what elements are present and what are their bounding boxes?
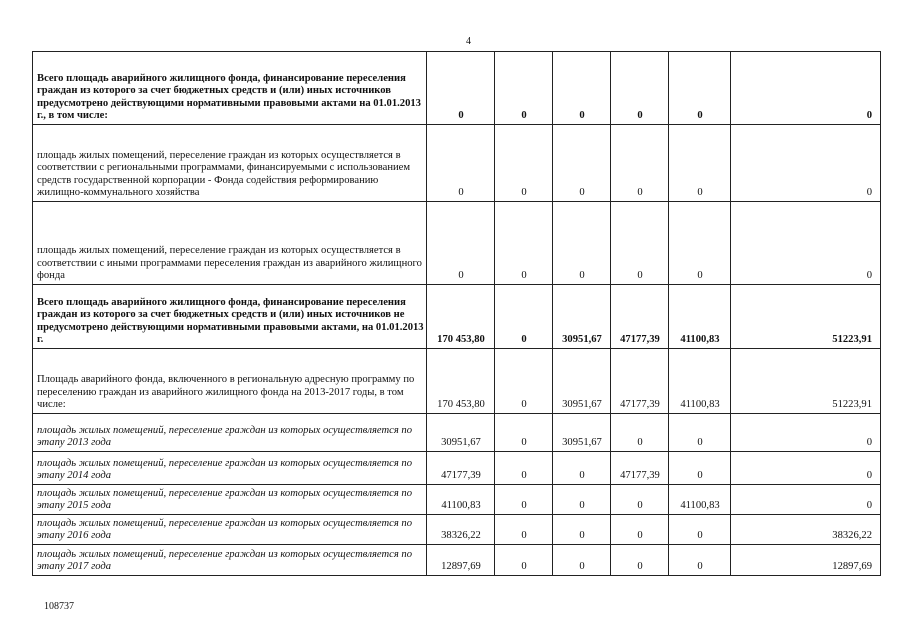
value-cell: 0 xyxy=(731,452,881,485)
value-cell: 0 xyxy=(495,414,553,452)
value-cell: 38326,22 xyxy=(731,515,881,545)
value-cell: 0 xyxy=(611,52,669,125)
value-cell: 0 xyxy=(553,125,611,202)
value-cell: 0 xyxy=(553,52,611,125)
value-cell: 0 xyxy=(669,125,731,202)
row-label: площадь жилых помещений, переселение граждан из которых осуществляется по этапу 2017 года xyxy=(33,545,427,576)
value-cell: 0 xyxy=(731,202,881,285)
page-number: 4 xyxy=(466,36,471,47)
value-cell: 0 xyxy=(669,452,731,485)
value-cell: 0 xyxy=(427,52,495,125)
value-cell: 47177,39 xyxy=(611,452,669,485)
value-cell: 51223,91 xyxy=(731,285,881,349)
value-cell: 0 xyxy=(495,485,553,515)
value-cell: 0 xyxy=(669,545,731,576)
table-row xyxy=(33,285,881,349)
row-label: Всего площадь аварийного жилищного фонда, финансирование переселения граждан из которого за счет бюджетных средств и (или) иных источников не предусмотрено действующими нормативными правовыми актами, на 01.01.2013 г. xyxy=(33,285,427,349)
value-cell: 0 xyxy=(553,485,611,515)
value-cell: 0 xyxy=(553,515,611,545)
document-id: 108737 xyxy=(44,601,74,612)
value-cell: 0 xyxy=(495,349,553,414)
value-cell: 0 xyxy=(611,545,669,576)
value-cell: 47177,39 xyxy=(427,452,495,485)
row-label: площадь жилых помещений, переселение граждан из которых осуществляется по этапу 2013 года xyxy=(33,414,427,452)
value-cell: 41100,83 xyxy=(669,485,731,515)
value-cell: 30951,67 xyxy=(553,349,611,414)
value-cell: 41100,83 xyxy=(669,285,731,349)
value-cell: 0 xyxy=(669,515,731,545)
value-cell: 0 xyxy=(495,452,553,485)
value-cell: 170 453,80 xyxy=(427,285,495,349)
table-row xyxy=(33,485,881,515)
row-label: площадь жилых помещений, переселение граждан из которых осуществляется по этапу 2015 года xyxy=(33,485,427,515)
housing-area-table xyxy=(32,51,881,576)
value-cell: 0 xyxy=(495,545,553,576)
value-cell: 41100,83 xyxy=(427,485,495,515)
table-row xyxy=(33,202,881,285)
value-cell: 0 xyxy=(427,202,495,285)
value-cell: 41100,83 xyxy=(669,349,731,414)
table-row xyxy=(33,349,881,414)
value-cell: 0 xyxy=(495,125,553,202)
value-cell: 38326,22 xyxy=(427,515,495,545)
value-cell: 30951,67 xyxy=(553,285,611,349)
value-cell: 0 xyxy=(611,414,669,452)
value-cell: 0 xyxy=(495,285,553,349)
table-row xyxy=(33,125,881,202)
table-row xyxy=(33,52,881,125)
value-cell: 12897,69 xyxy=(427,545,495,576)
table-row xyxy=(33,515,881,545)
value-cell: 0 xyxy=(731,52,881,125)
value-cell: 0 xyxy=(553,452,611,485)
value-cell: 0 xyxy=(611,202,669,285)
table-row xyxy=(33,414,881,452)
value-cell: 0 xyxy=(731,125,881,202)
value-cell: 0 xyxy=(731,485,881,515)
value-cell: 30951,67 xyxy=(427,414,495,452)
table-row xyxy=(33,452,881,485)
value-cell: 170 453,80 xyxy=(427,349,495,414)
row-label: площадь жилых помещений, переселение граждан из которых осуществляется в соответствии с региональными программами, финансируемыми с использованием средств государственной корпорации - Фонда содействия реформированию жилищно-коммунального хозяйства xyxy=(33,125,427,202)
value-cell: 30951,67 xyxy=(553,414,611,452)
value-cell: 47177,39 xyxy=(611,285,669,349)
value-cell: 0 xyxy=(611,515,669,545)
value-cell: 0 xyxy=(427,125,495,202)
value-cell: 0 xyxy=(553,202,611,285)
value-cell: 0 xyxy=(495,202,553,285)
table-row xyxy=(33,545,881,576)
value-cell: 0 xyxy=(669,414,731,452)
value-cell: 0 xyxy=(553,545,611,576)
value-cell: 51223,91 xyxy=(731,349,881,414)
value-cell: 0 xyxy=(495,52,553,125)
value-cell: 0 xyxy=(495,515,553,545)
value-cell: 0 xyxy=(611,485,669,515)
row-label: площадь жилых помещений, переселение граждан из которых осуществляется по этапу 2016 года xyxy=(33,515,427,545)
row-label: площадь жилых помещений, переселение граждан из которых осуществляется по этапу 2014 года xyxy=(33,452,427,485)
value-cell: 0 xyxy=(731,414,881,452)
row-label: площадь жилых помещений, переселение граждан из которых осуществляется в соответствии с иными программами переселения граждан из аварийного жилищного фонда xyxy=(33,202,427,285)
value-cell: 12897,69 xyxy=(731,545,881,576)
value-cell: 0 xyxy=(611,125,669,202)
value-cell: 0 xyxy=(669,52,731,125)
value-cell: 0 xyxy=(669,202,731,285)
value-cell: 47177,39 xyxy=(611,349,669,414)
row-label: Площадь аварийного фонда, включенного в региональную адресную программу по переселению граждан из аварийного жилищного фонда на 2013-2017 годы, в том числе: xyxy=(33,349,427,414)
row-label: Всего площадь аварийного жилищного фонда, финансирование переселения граждан из которого за счет бюджетных средств и (или) иных источников предусмотрено действующими нормативными правовыми актами на 01.01.2013 г., в том числе: xyxy=(33,52,427,125)
